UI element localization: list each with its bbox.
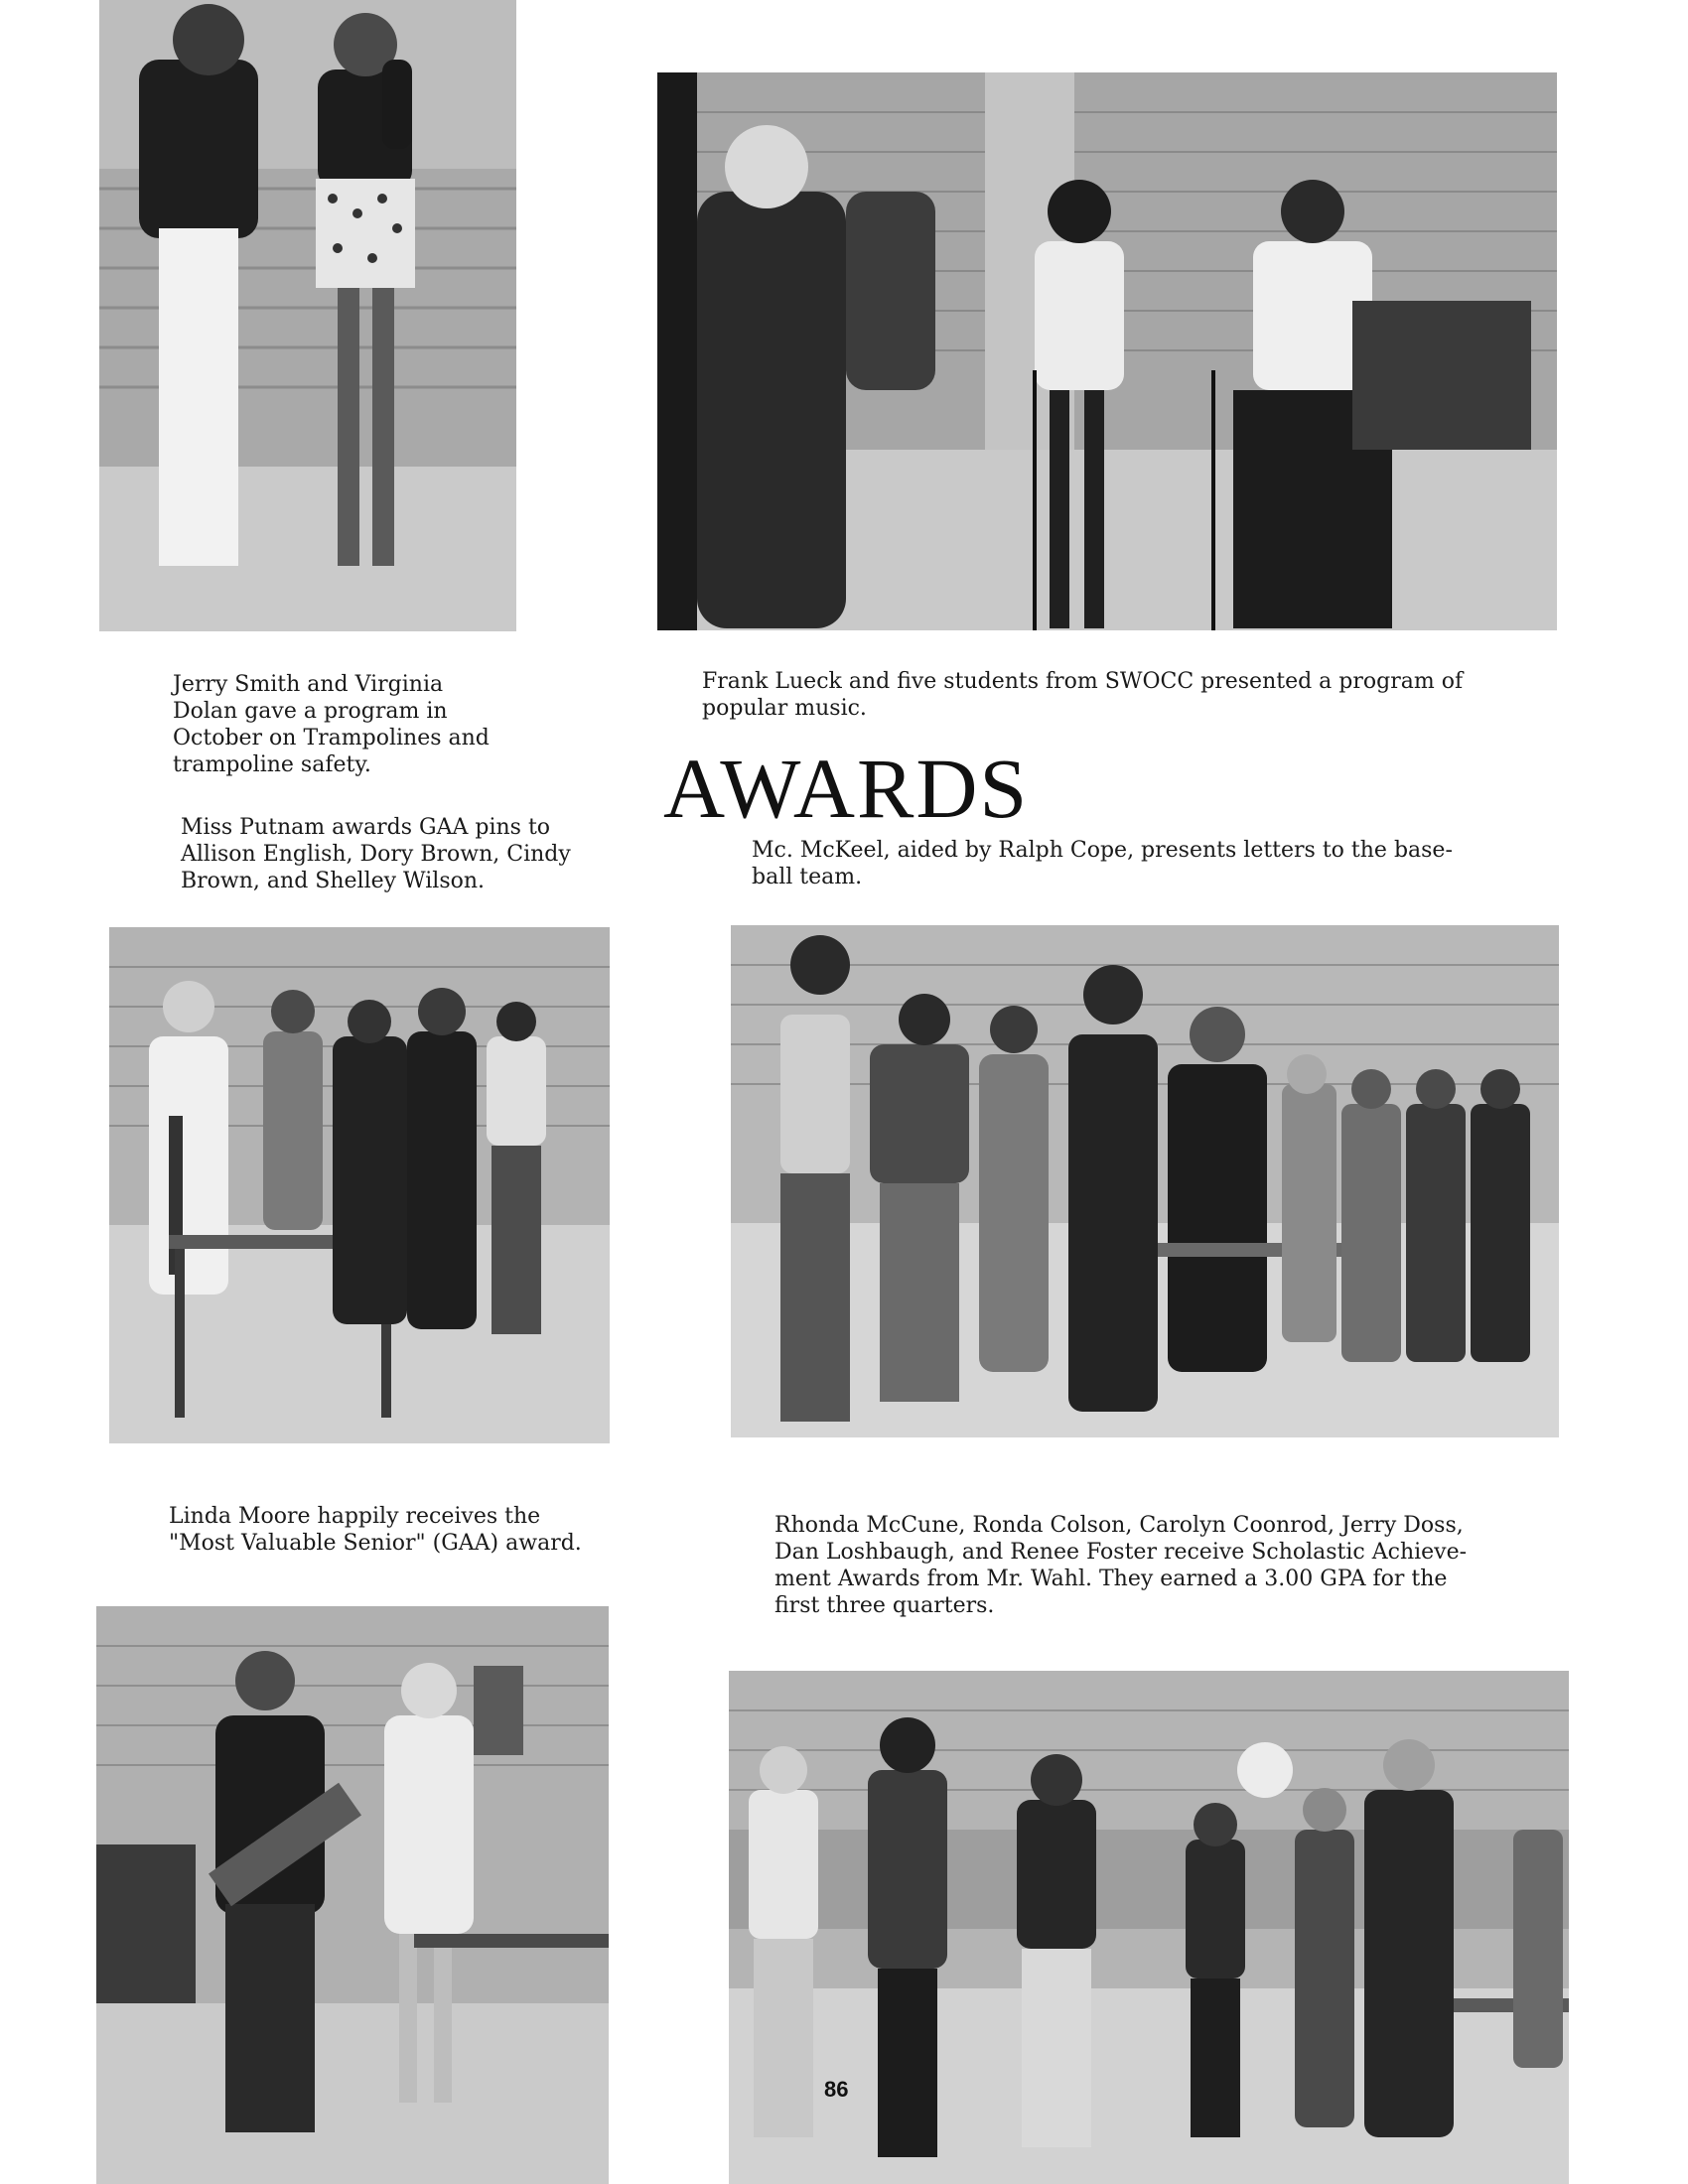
caption-music: Frank Lueck and five students from SWOCC presented a program of popular music.: [702, 669, 1464, 721]
photo-gaa-pins: [109, 927, 610, 1443]
photo-scholastic: [729, 1671, 1569, 2184]
caption-scholastic: Rhonda McCune, Ronda Colson, Carolyn Coonrod, Jerry Doss, Dan Loshbaugh, and Renee Foster receive Scholastic Achieve- ment Awards from Mr. Wahl. They earned a 3.00 GPA for the first three quarters.: [774, 1513, 1468, 1618]
page-number: 86: [824, 2077, 849, 2102]
caption-most-valuable: Linda Moore happily receives the "Most Valuable Senior" (GAA) award.: [169, 1504, 582, 1556]
photo-band: [657, 72, 1557, 630]
photo-trampoline: [99, 0, 516, 631]
photo-most-valuable: [96, 1606, 609, 2184]
caption-trampoline: Jerry Smith and Virginia Dolan gave a program in October on Trampolines and trampoline safety.: [173, 672, 490, 777]
photo-baseball: [731, 925, 1559, 1437]
caption-gaa-pins: Miss Putnam awards GAA pins to Allison English, Dory Brown, Cindy Brown, and Shelley Wilson.: [181, 815, 571, 893]
caption-baseball: Mc. McKeel, aided by Ralph Cope, presents letters to the base- ball team.: [752, 838, 1453, 889]
page-title: AWARDS: [663, 741, 1030, 836]
